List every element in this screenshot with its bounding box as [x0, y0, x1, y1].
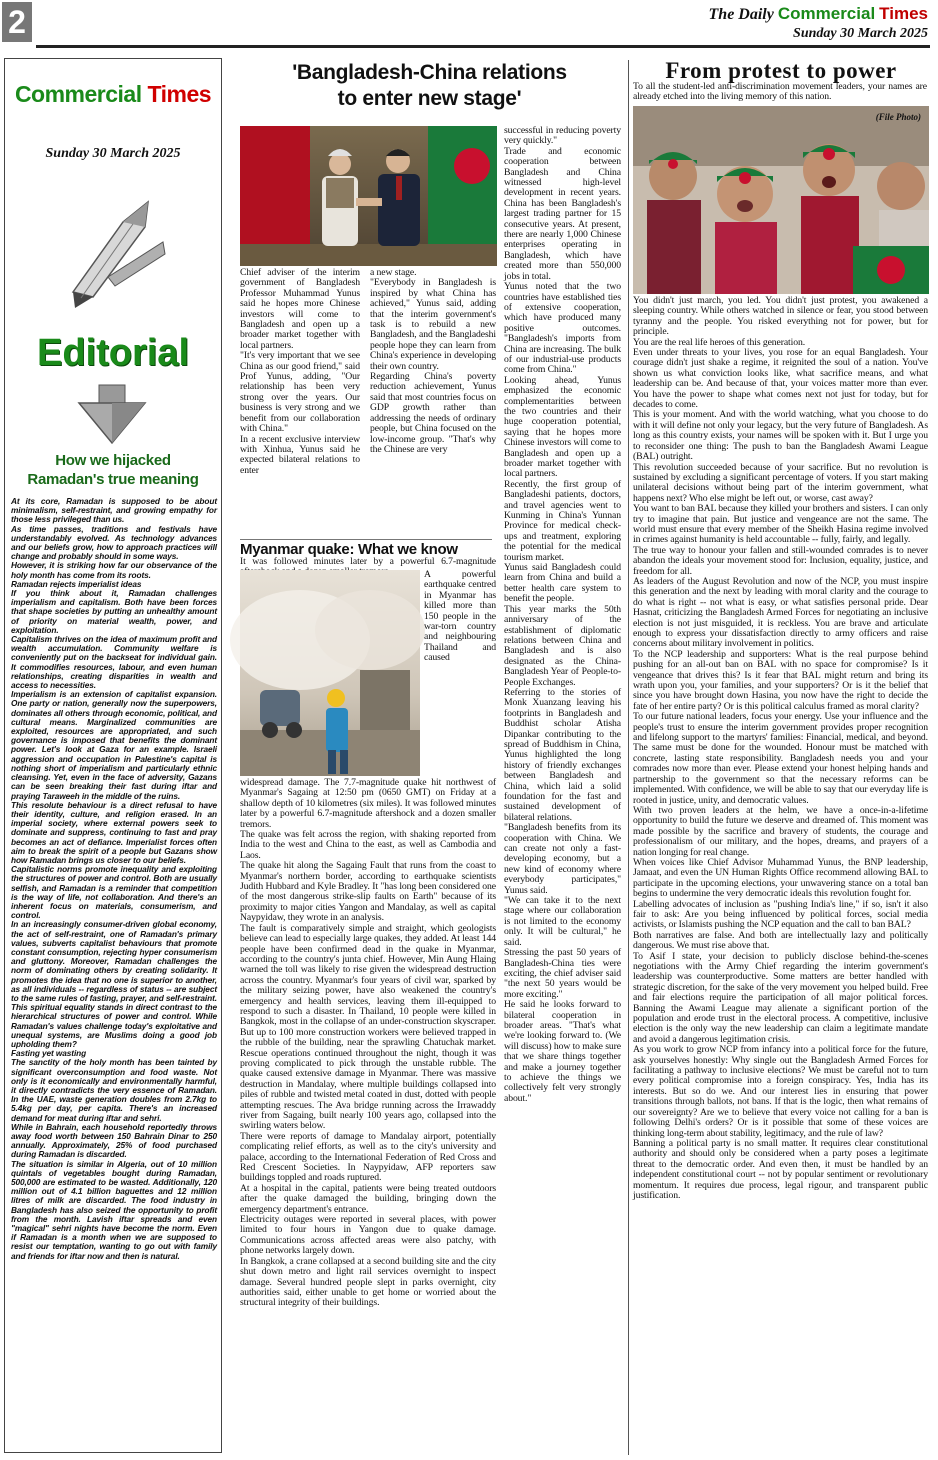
fountain-pen-icon: [53, 182, 173, 312]
editorial-paragraph: In an increasingly consumer-driven global economy, the act of self-restraint, one of Ramadan's primary values, subverts capitalist behaviours that promote constant consumption, rejecting hyper consumerism and gluttony. Moreover, Ramadan challenges the norm of dominating others by creating solidarity. It promotes the idea that no one is superior to another, as all individuals -- regardless of status -- are subject to the same rules of fasting, prayer, and self-restraint.: [11, 919, 217, 1003]
editorial-masthead: [5, 81, 221, 108]
bd-china-paragraph: Trade and economic cooperation between Bangladesh and China witnessed high-level development in recent years. China has been Bangladesh's largest trading partner for 15 consecutive years. At present, there are nearly 1,000 Chinese enterprises operating in Bangladesh, which have created more than 550,000 jobs in total.: [504, 145, 621, 282]
protest-paragraph: You are the real life heroes of this generation.: [633, 336, 806, 348]
quake-photo: [240, 570, 420, 776]
protest-standfirst: To all the student-led anti-discrimination movement leaders, your names are already etched into the living memory of this nation.: [633, 81, 927, 103]
editorial-paragraph: The sanctity of the holy month has been tainted by significant overconsumption and food waste. Not only is it economically and environmentally harmful, it directly contradicts the very essence of Ramadan. In the UAE, waste generation doubles from 2.7kg to 5.4kg per day, per capita. There's an increased demand for meat during iftar and sehri.: [11, 1057, 217, 1123]
protest-paragraph: Banning a political party is no small matter. It requires clear constitutional authority and should only be considered when a party poses a legitimate threat to the democratic order. And even then, it must be handled by an independent constitutional court -- not by popular sentiment or revolutionary momentum. It requires due process, legal rigour, and transparent public justification.: [633, 1137, 928, 1201]
protest-paragraph: As you work to grow NCP from infancy into a political force for the future, ask yourselves honestly: Why single out the Bangladesh Armed Forces for facilitating a pathway to inclusive elections? We must be careful not to turn every political compromise into a foreign conspiracy. Yes, India has its interests. But so do we. And our interest lies in ensuring that power transitions through ballots, not bans. If that is the logic, then what remains of our sovereignty? Are we to believe that every voice not calling for a ban is following Delhi's orders? Or is it possible that some of these voices are thinking long-term about stability, legitimacy, and the rule of law?: [633, 1044, 928, 1139]
protest-paragraph: With two proven leaders at the helm, we have a once-in-a-lifetime opportunity to build the future we deserve and dreamed of. This moment was made possible by the sacrifice and bravery of students, the courage and professionalism of our military, and the hopes, dreams, and prayers of a nation longing for real change.: [633, 804, 928, 858]
protest-paragraph: Even under threats to your lives, you rose for an equal Bangladesh. Your courage didn't just shake a regime, it reignited the soul of a nation. You've shown us what conviction looks like, what sacrifice means, and what leadership can be. And because of that, your voices matter more than ever. You have the power to shape what comes next not just for today, but for decades to come.: [633, 347, 928, 411]
header-rule: [36, 45, 930, 48]
page-number: 2: [2, 2, 32, 42]
column-rule: [628, 60, 629, 1455]
masthead-prefix: The Daily: [708, 6, 774, 23]
masthead-times: Times: [879, 4, 928, 23]
editorial-title-line1: How we hijacked: [55, 452, 171, 469]
bd-china-headline-line1: 'Bangladesh-China relations: [292, 61, 567, 84]
editorial-paragraph: Fasting yet wasting: [11, 1048, 87, 1059]
protest-paragraph: This is your moment. And with the world watching, what you choose to do with it will define not only your legacy, but the very future of Bangladesh. As long as this country exists, your names will be spoken with it. But I urge you to reconsider one thing: The push to ban the Bangladesh Awami League (BAL) outright.: [633, 409, 928, 463]
editorial-paragraph: At its core, Ramadan is supposed to be about minimalism, self-restraint, and growing empathy for those less privileged than us.: [11, 496, 217, 525]
editorial-masthead-times: Times: [147, 81, 212, 107]
protest-paragraph: You want to ban BAL because they killed your brothers and sisters. I can only try to imagine that pain. But justice and vengeance are not the same. The world must ensure that every member of the Sheikh Hasina regime involved in crimes against humanity is held accountable -- fully, fairly, and legally.: [633, 503, 928, 546]
editorial-body: [5, 489, 221, 1261]
bd-china-paragraph: Stressing the past 50 years of Bangladesh-China ties were exciting, the chief adviser said "the next 50 years would be more exciting.": [504, 947, 621, 1000]
editorial-paragraph: Capitalism thrives on the idea of maximum profit and wealth accumulation. Community welfare is conveniently put on the backseat for individual gain. It commodifies resources, labour, and even human relationships, creating disparities in wealth and access to necessities.: [11, 634, 217, 691]
quake-paragraph: widespread damage. The 7.7-magnitude quake hit northwest of Myanmar's Sagaing at 12:50 pm (0650 GMT) on Friday at a shallow depth of 10 kilometres (six miles). It was followed minutes later by a powerful 6.7-magnitude aftershock and a dozen smaller tremors.: [240, 777, 496, 830]
editorial-paragraph: Ramadan rejects imperialist ideas: [11, 578, 142, 589]
protest-paragraph: As leaders of the August Revolution and now of the NCP, you must inspire this generation and the next by leading with moral clarity and the courage to do what is right -- not what is easy, or what satisfies personal pride. Dear Hasnat, criticizing the Bangladesh Armed Forces for negotiating an inclusive election is not just misguided, it is reckless. You are brave and articulate enough to express your dissatisfaction directly to army officers and raise concerns about military involvement in politics.: [633, 575, 928, 650]
quake-beside-photo: A powerful earthquake centred in Myanmar has killed more than 150 people in the war-torn country and neighbouring Thailand and caused: [424, 569, 496, 664]
editorial-paragraph: Capitalistic norms promote inequality and exploiting the structures of power and control. Both are usually selfish, and Ramadan is a reminder that competition is the way of life, not collaboration. And there's an inherent focus on materials, consumerism, and control.: [11, 864, 217, 921]
bd-china-paragraph: "Bangladesh benefits from its cooperation with China. We can create not only a fast-developing economy, but a new kind of economy where everybody participates," Yunus said.: [504, 822, 621, 896]
protest-paragraph: Labelling advocates of inclusion as "pushing India's line," if so, isn't it also fair to ask: Are you being influenced by political forces, social media activists, or Islamists pushing the NCP equation and the call to ban BAL?: [633, 898, 928, 931]
quake-paragraph: Electricity outages were reported in several places, with power limited to four hours in Yangon due to quake damage. Communications across affected areas were also patchy, with phone networks largely down.: [240, 1214, 496, 1257]
bd-china-paragraph: "Everybody in Bangladesh is inspired by what China has achieved," Yunus said, adding that the interim government's task is to rebuild a new Bangladesh, and the Bangladeshi people hope they can learn from China's experience in developing their own country.: [370, 277, 496, 372]
editorial-masthead-commercial: Commercial: [14, 81, 142, 107]
masthead-commercial: Commercial: [777, 4, 876, 23]
editorial-paragraph: This spiritual equality stands in direct contrast to the hierarchical structures of power and control. While Ramadan's values challenge today's exploitative and unequal systems, are Muslims doing a good job upholding them?: [11, 1002, 217, 1049]
editorial-paragraph: While in Bahrain, each household reportedly throws away food worth between 150 Bahrain Dinar to 250 annually. Approximately, 25% of food purchased during Ramadan is discarded.: [11, 1121, 217, 1160]
bd-china-paragraph: "We can take it to the next stage where our collaboration is not limited to the economy only. It will be cultural," he said.: [504, 895, 621, 948]
bd-china-paragraph: successful in reducing poverty very quickly.": [504, 125, 621, 147]
masthead: [709, 4, 928, 42]
protest-paragraph: To our future national leaders, focus your energy. Use your influence and the people's trust to ensure the interim government provides proper recognition and lifelong support to the martyrs' families: Financial, medical, and beyond. The same must be done for the wounded. Honour must be matched with concrete, lasting state responsibility. Bangladesh needs you and your comrades now more than ever. Please extend your honest helping hands and partnership to the government so that the necessary reforms can be implemented. With confidence, we will be able to say that our everyday life is rooted in justice, unity, and democratic values.: [633, 711, 928, 806]
bd-china-column-3: [504, 126, 621, 1446]
bd-china-paragraph: Looking ahead, Yunus emphasized the economic complementarities between the two countries and their huge cooperation potential, saying that he hopes more Chinese investors will come to Bangladesh and open up a broader market together with local partners.: [504, 374, 621, 480]
protest-headline: From protest to power: [665, 58, 897, 83]
bd-china-headline-line2: to enter new stage': [337, 87, 522, 110]
bd-china-paragraph: Referring to the stories of Monk Xuanzang leaving his footprints in Bangladesh and Buddhist scholar Atisha Dipankar contributing to the spread of Buddhism in China, Yunus highlighted the long history of friendly exchanges between Bangladesh and China, which laid a solid foundation for the fast and sustained development of bilateral relations.: [504, 686, 621, 823]
editorial-paragraph: However, it is striking how far our observance of the holy month has come from its roots.: [11, 560, 217, 580]
bd-china-paragraph: This year marks the 50th anniversary of the establishment of diplomatic relations between China and Bangladesh and is also designated as the China-Bangladesh Year of People-to-People Exchanges.: [504, 603, 621, 688]
bd-china-paragraph: Yunus said Bangladesh could learn from China and build a better health care system to benefit the people.: [504, 562, 621, 605]
issue-date: Sunday 30 March 2025: [793, 26, 928, 41]
quake-paragraph: The quake hit along the Sagaing Fault that runs from the coast to Myanmar's northern border, according to earthquake scientists Judith Hubbard and Kyle Bradley. It "has long been considered one of the most dangerous strike-slip faults on Earth" because of its proximity to major cities Yangon and Mandalay, as well as capital Naypyidaw, they wrote in an analysis.: [240, 860, 496, 924]
editorial-date: Sunday 30 March 2025: [45, 146, 181, 161]
bd-china-paragraph: Regarding China's poverty reduction achievement, Yunus said that most countries focus on GDP growth rather than addressing the needs of ordinary people, but China focused on the low-income group. "That's why the Chinese are very: [370, 371, 496, 455]
protest-paragraph: This revolution succeeded because of your sacrifice. But no revolution is sustained by excluding a significant percentage of voters. If you start making unilateral decisions without being part of the interim government, what happens next? Who else might be left out, or worse, cast away?: [633, 461, 928, 504]
bd-china-paragraph: He said he looks forward to bilateral cooperation in broader areas. "That's what we're looking forward to. (We will discuss) how to make sure that we share things together and make a journey together to achieve the things we collectively felt very strongly about.": [504, 999, 621, 1104]
photo-credit: (File Photo): [875, 112, 921, 122]
editorial-paragraph: This resolute behaviour is a direct refusal to have their identity, culture, and religion erased. In an imperial society, where external powers seek to dominate and suppress, continuing to fast and pray becomes an act of defiance. Imperialist forces often aim to break the spirit of a people but Gazans show how Ramadan brings us closer to our beliefs.: [11, 799, 217, 865]
quake-paragraph: In Bangkok, a crane collapsed at a second building site and the city shut down metro and light rail services overnight to inspect damage. Several hundred people slept in parks overnight, city authorities said, either unable to get home or worried about the structural integrity of their buildings.: [240, 1255, 496, 1309]
quake-headline: Myanmar quake: What we know: [240, 539, 492, 558]
bd-china-column-2: [370, 268, 496, 536]
down-arrow-icon: [77, 385, 147, 445]
editorial-column: [4, 58, 222, 1453]
bd-china-headline: [232, 60, 627, 112]
editorial-title-line2: Ramadan's true meaning: [27, 471, 199, 488]
bd-china-paragraph: Yunus noted that the two countries have established ties of extensive cooperation, which have produced many positive outcomes. "Bangladesh's imports from China are increasing. The bulk of our industrial-use products come from China.": [504, 281, 621, 376]
bd-china-paragraph: Chief adviser of the interim government of Bangladesh Professor Muhammad Yunus said he hopes more Chinese investors will come to Bangladesh and open up a broader market together with local partners.: [240, 267, 360, 351]
bd-china-column-1: [240, 268, 360, 536]
section-label: Editorial: [36, 332, 190, 374]
bd-china-paragraph: Recently, the first group of Bangladeshi patients, doctors, and travel agencies went to Kunming in China's Yunnan Province for medical check-ups and treatment, exploring the potential for the medical tourism market.: [504, 478, 621, 563]
protest-body: [633, 296, 928, 1450]
protest-paragraph: To the NCP leadership and supporters: What is the real purpose behind pushing for an all-out ban on BAL with no space for compromise? Is it vengeance that drives this? Is it fear that BAL might return and bring its wrath upon you, your families, and your supporters? Or is it the belief that since you have brought down Hasina, you now have the right to decide the fate of her entire party? Or is this political calculus framed as moral clarity?: [633, 648, 928, 712]
bd-china-paragraph: a new stage.: [370, 267, 417, 278]
quake-paragraph: The fault is comparatively simple and straight, which geologists believe can lead to especially large quakes, they added. At least 144 people have been confirmed dead in the quake in Myanmar, according to the country's junta chief. However, Min Aung Hlaing warned the toll was likely to rise given the widespread destruction across the country. Myanmar's four years of civil war, sparked by the military seizing power, have also weakened the country's emergency and health services, leaving them ill-equipped to respond to such a disaster. In Thailand, 10 people were killed in Bangkok, most in the collapse of an under-construction skyscraper. But up to 100 more construction workers were believed trapped in the rubble of the building, near the sprawling Chatuchak market. Rescue operations continued throughout the night, though it was proving complicated to pick through the unstable rubble. The quake caused extensive damage in Myanmar. There was massive destruction in Mandalay, where multiple buildings collapsed into piles of rubble and twisted metal coated in dust, dotted with people attempting rescues. The Ava bridge running across the Irrawaddy river from Sagaing, built nearly 100 years ago, collapsed into the swirling waters below.: [240, 922, 496, 1132]
protest-paragraph: The true way to honour your fallen and still-wounded comrades is to never abandon the ideals your movement stood for: Inclusion, equality, justice, and freedom for all.: [633, 544, 928, 577]
quake-paragraph: There were reports of damage to Mandalay airport, potentially complicating relief efforts, as well as to the city's university and palace, according to the International Federation of Red Cross and Red Crescent Societies. In Naypyidaw, AFP reporters saw buildings toppled and roads ruptured.: [240, 1130, 496, 1184]
editorial-title: [5, 451, 221, 489]
quake-intro: It was followed minutes later by a powerful 6.7-magnitude: [240, 556, 496, 567]
yunus-xi-photo: [240, 126, 497, 266]
protest-paragraph: To Asif I state, your decision to publicly disclose behind-the-scenes negotiations with the Army Chief regarding the interim government's leadership was counterproductive. Some matters are better handled with strategic discretion, for the sake of the very movement you helped build. Free and fair elections require the participation of all major political forces. Banning the Awami League may alienate a significant portion of the population and erode trust in the electoral process. A competitive, inclusive election is the only way the new leadership can claim a legitimate mandate and avoid a dangerous legitimation crisis.: [633, 950, 928, 1045]
editorial-paragraph: The situation is similar in Algeria, out of 10 million quintals of vegetables bought during Ramadan, 500,000 are estimated to be wasted. Additionally, 120 million out of 4.1 billion baguettes and 12 million litres of milk are discarded. The food industry in Bangladesh has also seized the opportunity to profit from the month. Lavish iftar spreads and even "magical" sehri nights have become the norm. Even if Ramadan is a month when we are supposed to resist our temptation, wanting to go out with family and friends for iftar now and then is natural.: [11, 1158, 217, 1261]
quake-paragraph: At a hospital in the capital, patients were being treated outdoors after the quake damaged the building, bringing down the emergency department's entrance.: [240, 1182, 496, 1215]
protest-paragraph: Both narratives are false. And both are intellectually lazy and politically dangerous. We must rise above that.: [633, 929, 928, 952]
protest-paragraph: When voices like Chief Advisor Muhammad Yunus, the BNP leadership, Jamaat, and even the UN Human Rights Office recommend allowing BAL to participate in the upcoming elections, your unwavering stance on a total ban begins to undermine the very democratic ideals this revolution fought for.: [633, 856, 928, 900]
bd-china-paragraph: "It's very important that we see China as our good friend," said Prof Yunus, adding, "Our relationship has been very strong over the years. Our business is very strong and we benefit from our collaboration with China.": [240, 350, 360, 435]
quake-body: [240, 778, 496, 1450]
protest-photo: [633, 106, 929, 294]
editorial-paragraph: If you think about it, Ramadan challenges imperialism and capitalism. Both have been forces that shape societies by putting an unhealthy amount of priority on material wealth, power, and exploitation.: [11, 588, 217, 635]
protest-paragraph: You didn't just march, you led. You didn't just protest, you awakened a sleeping country. While others watched in silence or fear, you stood between tyranny and the people. You risked everything not for power, but for principle.: [633, 295, 928, 338]
bd-china-paragraph: In a recent exclusive interview with Xinhua, Yunus said he expected bilateral relations to enter: [240, 433, 360, 476]
editorial-paragraph: Imperialism is an extension of capitalist expansion. One party or nation, generally now the superpowers, dominates all others through economic, political, and cultural means. Marginalized communities are exploited, resources are appropriated, and such governance is imposed that benefits the dominant power. Let's look at Gaza for an example. Israeli aggression and occupation in Palestine's capital is nothing short of imperialism and particularly ethnic cleansing. Yet, even in the face of adversity, Gazans can be seen breaking their fast during iftar and praying Taraweeh in the middle of the ruins.: [11, 689, 217, 801]
quake-paragraph: The quake was felt across the region, with shaking reported from India to the west and China to the east, as well as Cambodia and Laos.: [240, 829, 496, 861]
editorial-paragraph: As time passes, traditions and festivals have understandably evolved. As technology advances and our beliefs grow, how to approach practices will change and probably should in some ways.: [11, 523, 217, 562]
